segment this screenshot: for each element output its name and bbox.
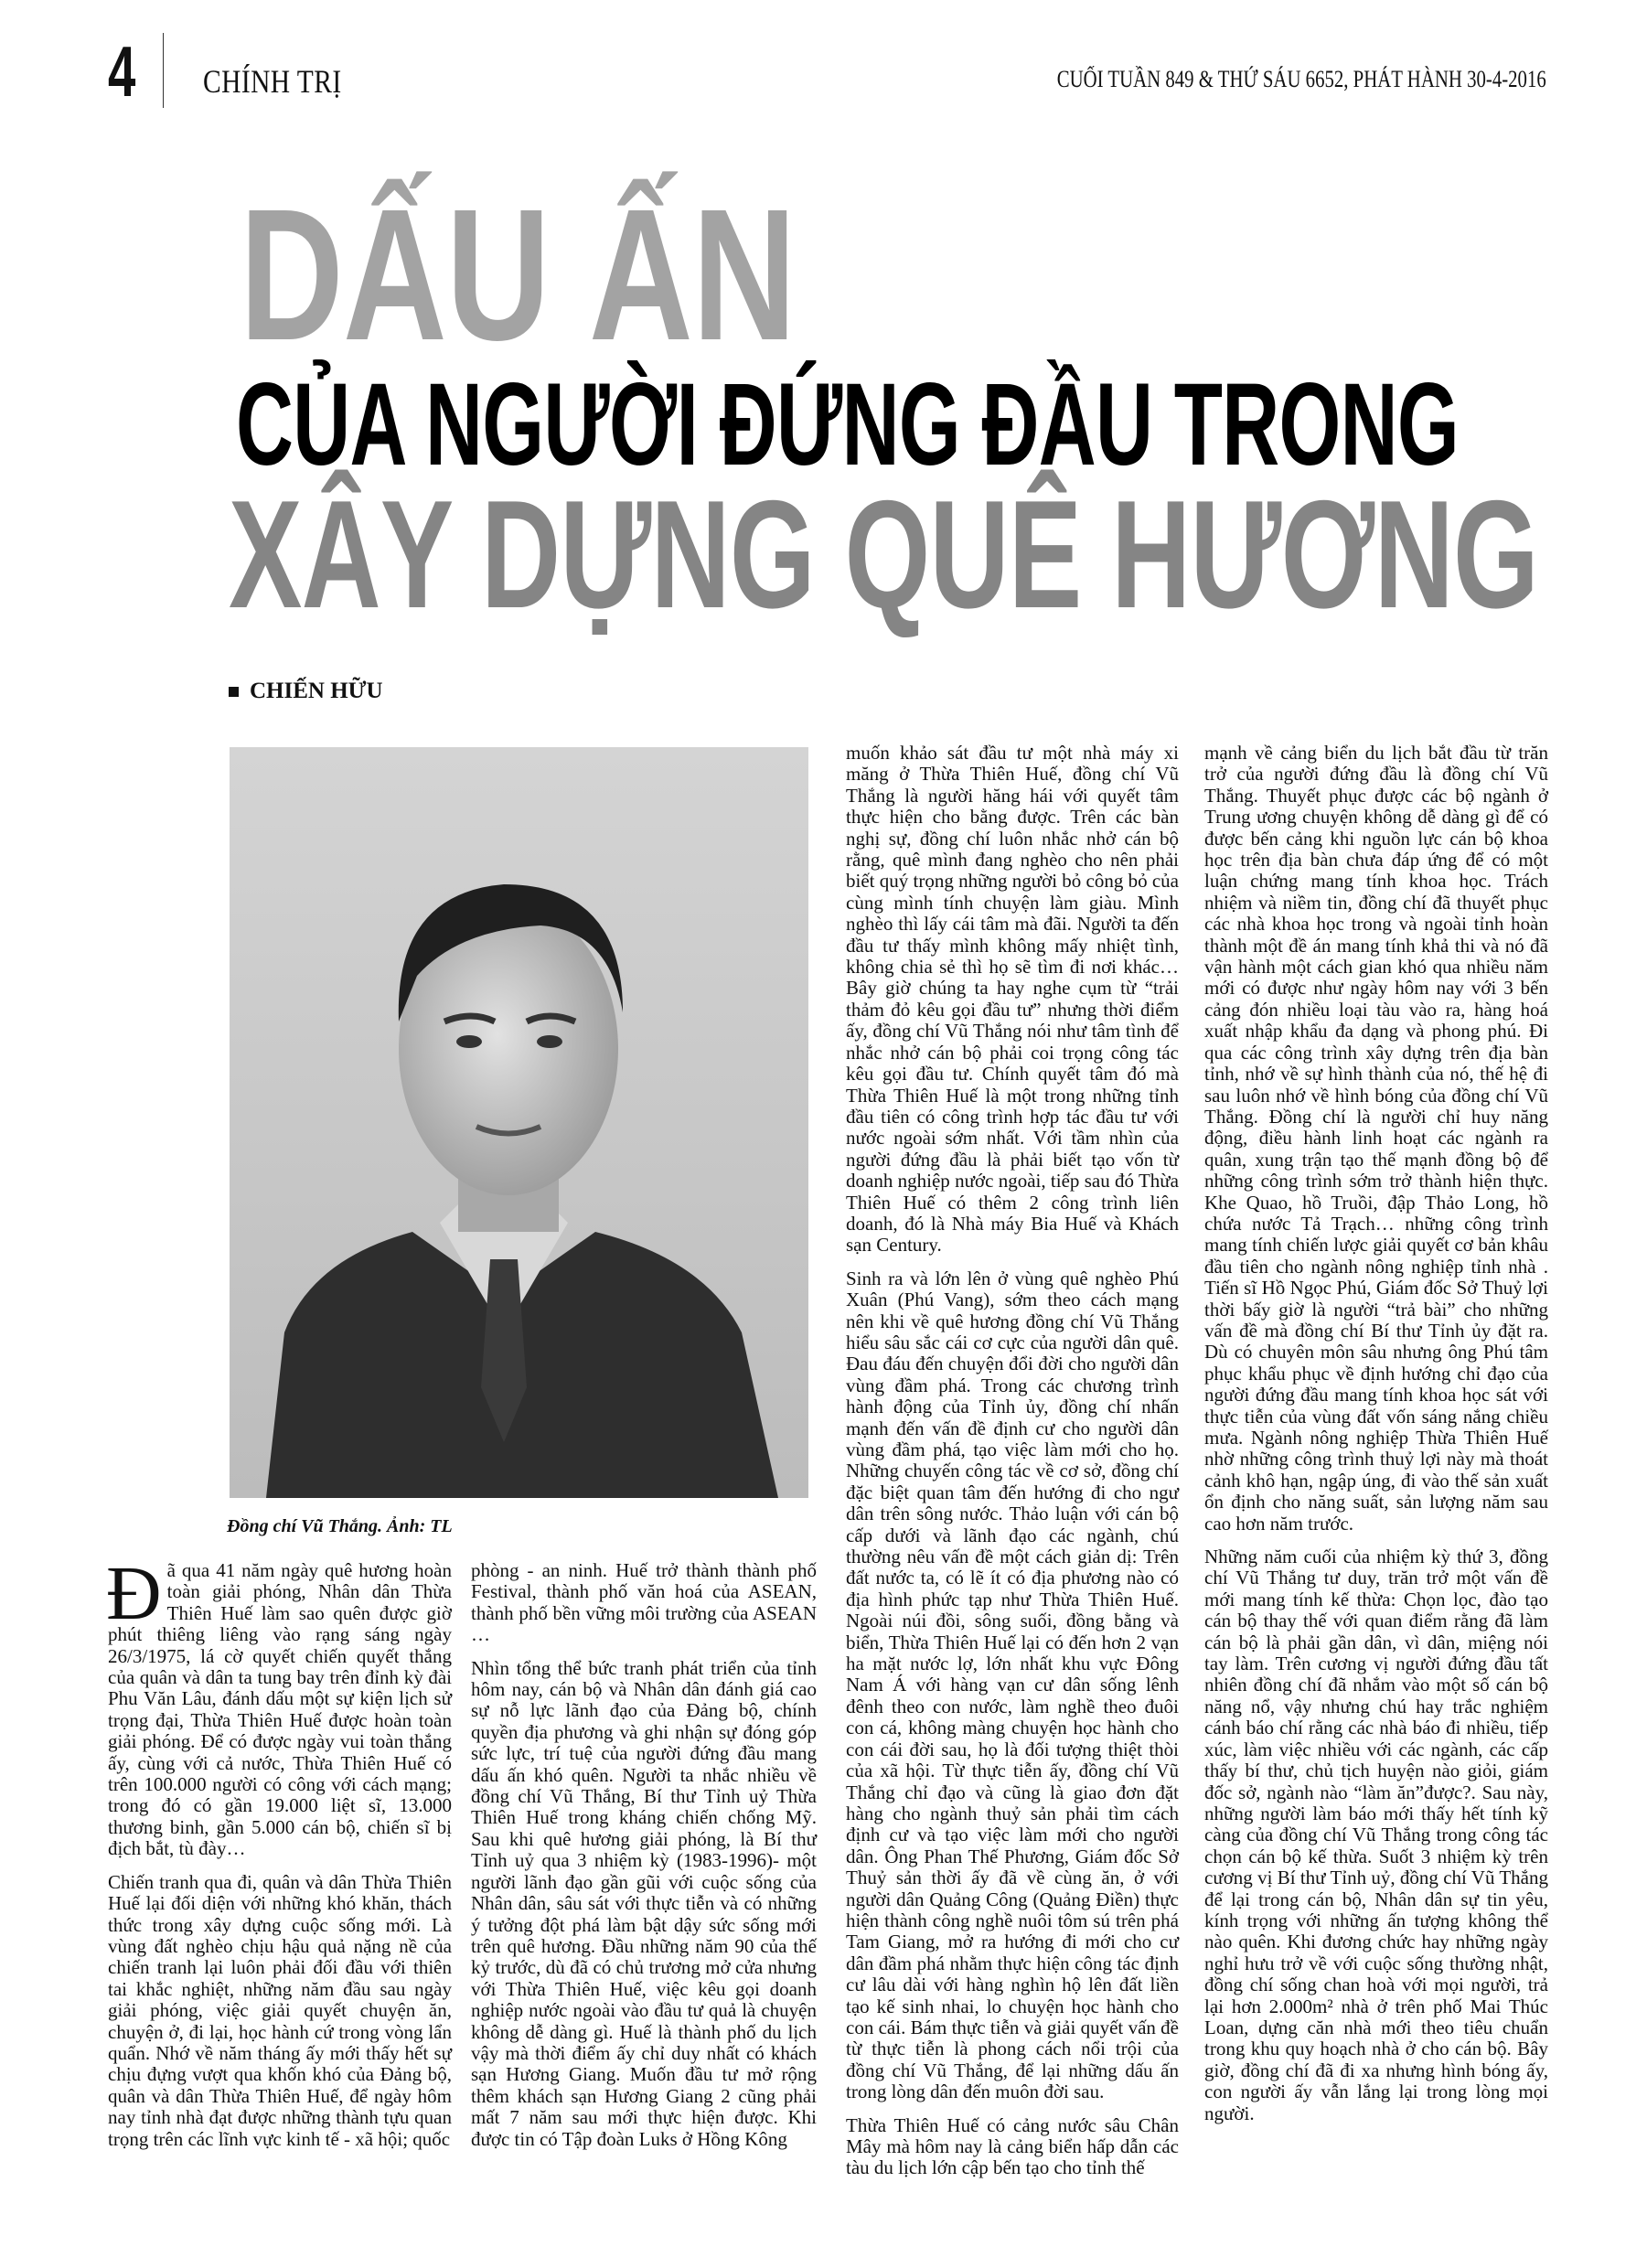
article-column-3: [846, 743, 1179, 2191]
article-paragraph: Chiến tranh qua đi, quân và dân Thừa Thiên Huế lại đối diện với những khó khăn, thách thức trong xây dựng cuộc sống mới. Là vùng đất nghèo chịu hậu quả nặng nề của chiến tranh lại luôn phải đối đầu với thiên tai khắc nghiệt, những năm đầu sau ngày giải phóng, việc giải quyết chuyện ăn, chuyện ở, đi lại, học hành cứ trong vòng lẩn quẩn. Nhớ về năm tháng ấy mới thấy hết sự chịu đựng vượt qua khốn khó của Đảng bộ, quân và dân Thừa Thiên Huế, để ngày hôm nay tỉnh nhà đạt được những thành tựu quan trọng trên các lĩnh vực kinh tế - xã hội; quốc: [108, 1870, 452, 2150]
portrait-image: [230, 747, 808, 1498]
headline-line-2: CỦA NGƯỜI ĐỨNG ĐẦU TRONG: [236, 359, 1459, 490]
portrait-photo: [230, 747, 808, 1498]
article-paragraph: muốn khảo sát đầu tư một nhà máy xi măng ở Thừa Thiên Huế, đồng chí Vũ Thắng là người hăng hái với quyết tâm thực hiện cho bằng được. Trên các bàn nghị sự, đồng chí luôn nhắc nhở cán bộ rằng, quê mình đang nghèo cho nên phải biết quý trọng những người bỏ công bỏ của cùng mình tính chuyện làm giàu. Mình nghèo thì lấy cái tâm mà đãi. Người ta đến đầu tư thấy mình không mấy nhiệt tình, không chia sẻ thì họ sẽ tìm đi nơi khác… Bây giờ chúng ta hay nghe cụm từ “trải thảm đỏ kêu gọi đầu tư” nhưng thời điểm ấy, đồng chí Vũ Thắng nói như tâm tình để nhắc nhở cán bộ phải coi trọng công tác kêu gọi đầu tư. Chính quyết tâm đó mà Thừa Thiên Huế là một trong những tỉnh đầu tiên có công trình hợp tác đầu tư với nước ngoài sớm nhất. Với tầm nhìn của người đứng đầu là phải biết tạo vốn từ doanh nghiệp nước ngoài, tiếp sau đó Thừa Thiên Huế có thêm 2 công trình liên doanh, đó là Nhà máy Bia Huế và Khách sạn Century.: [846, 742, 1179, 1257]
article-paragraph: phòng - an ninh. Huế trở thành thành phố Festival, thành phố văn hoá của ASEAN, thành phố bền vững môi trường của ASEAN …: [471, 1559, 817, 1646]
section-title: CHÍNH TRỊ: [203, 63, 342, 100]
article-column-2: [471, 1560, 817, 2162]
article-column-4: [1204, 743, 1548, 2136]
article-paragraph: Sinh ra và lớn lên ở vùng quê nghèo Phú Xuân (Phú Vang), sớm theo cách mạng nên khi về quê hương đồng chí Vũ Thắng hiểu sâu sắc cái cơ cực của người dân quê. Đau đáu đến chuyện đổi đời cho người dân vùng đầm phá. Trong các chương trình hành động của Tỉnh ủy, đồng chí nhấn mạnh đến vấn đề định cư cho người dân vùng đầm phá, tạo việc làm mới cho họ. Những chuyến công tác về cơ sở, đồng chí đặc biệt quan tâm đến hướng đi cho ngư dân trên sông nước. Thảo luận với cán bộ cấp dưới và lãnh đạo các ngành, chú thường nêu vấn đề một cách giản dị: Trên đất nước ta, có lẽ ít có địa phương nào có địa hình phức tạp như Thừa Thiên Huế. Ngoài núi đồi, sông suối, đồng bằng và biển, Thừa Thiên Huế lại có đến hơn 2 vạn ha mặt nước lợ, lớn nhất khu vực Đông Nam Á với hàng vạn cư dân sống lênh đênh theo con nước, làm nghề theo đuôi con cá, không màng chuyện học hành cho con cái đời sau, họ là đối tượng thiệt thòi của xã hội. Từ thực tiễn ấy, đồng chí Vũ Thắng chỉ đạo và cũng là giao đơn đặt hàng cho ngành thuỷ sản phải tìm cách định cư và tạo việc làm mới cho người dân. Ông Phan Thế Phương, Giám đốc Sở Thuỷ sản thời ấy đã về cùng ăn, ở với người dân Quảng Công (Quảng Điền) thực hiện thành công nghề nuôi tôm sú trên phá Tam Giang, mở ra hướng đi mới cho cư dân đầm phá nhằm thực hiện công tác định cư lâu dài với hàng nghìn hộ lên đất liền tạo kế sinh nhai, lo chuyện học hành cho con cái. Bám thực tiễn và giải quyết vấn đề từ thực tiễn là phong cách nổi trội của đồng chí Vũ Thắng, để lại những dấu ấn trong lòng dân đến muôn đời sau.: [846, 1267, 1179, 2103]
headline-line-3: XÂY DỰNG QUÊ HƯƠNG: [229, 468, 1538, 640]
article-column-1: [106, 1551, 452, 2162]
article-paragraph: Thừa Thiên Huế có cảng nước sâu Chân Mây mà hôm nay là cảng biển hấp dẫn các tàu du lịch lớn cập bến tạo cho tỉnh thế: [846, 2113, 1179, 2179]
byline: [229, 679, 383, 704]
article-paragraph: Nhìn tổng thể bức tranh phát triển của tỉnh hôm nay, cán bộ và Nhân dân đánh giá cao sự nỗ lực lãnh đạo của Đảng bộ, chính quyền địa phương và ghi nhận sự đóng góp sức lực, trí tuệ của người đứng đầu mang dấu ấn khó quên. Người ta nhắc nhiều về đồng chí Vũ Thắng, Bí thư Tỉnh uỷ Thừa Thiên Huế trong kháng chiến chống Mỹ. Sau khi quê hương giải phóng, là Bí thư Tỉnh uỷ qua 3 nhiệm kỳ (1983-1996)- một người lãnh đạo gần gũi với cuộc sống của Nhân dân, sâu sát với thực tiễn và có những ý tưởng đột phá làm bật dậy sức sống mới trên quê hương. Đầu những năm 90 của thế kỷ trước, dù đã có chủ trương mở cửa nhưng với Thừa Thiên Huế, việc kêu gọi doanh nghiệp nước ngoài vào đầu tư quả là chuyện không dễ dàng gì. Huế là thành phố du lịch vậy mà thời điểm ấy chỉ duy nhất có khách sạn Hương Giang. Muốn đầu tư mở rộng thêm khách sạn Hương Giang 2 cũng phải mất 7 năm sau mới thực hiện được. Khi được tin có Tập đoàn Luks ở Hồng Kông: [471, 1656, 817, 2150]
page-number: 4: [108, 31, 136, 112]
issue-info: CUỐI TUẦN 849 & THỨ SÁU 6652, PHÁT HÀNH 30-4-2016: [1057, 66, 1546, 92]
headline-line-1: DẤU ẤN: [240, 170, 796, 380]
article-paragraph: Những năm cuối của nhiệm kỳ thứ 3, đồng chí Vũ Thắng tư duy, trăn trở một vấn đề mới mang tính kế thừa: Chọn lọc, đào tạo cán bộ thay thế với quan điểm rằng đã làm cán bộ là phải gần dân, vì dân, miệng nói tay làm. Trên cương vị người đứng đầu tất nhiên đồng chí đã nhắm vào một số cán bộ năng nổ, vậy nhưng chú hay trắc nghiệm cánh báo chí rằng các nhà báo đi nhiều, tiếp xúc, làm việc nhiều với các ngành, các cấp thấy bí thư, chủ tịch huyện nào giỏi, giám đốc sở, ngành nào “làm ăn”được?. Sau này, những người làm báo mới thấy hết tính kỹ càng của đồng chí Vũ Thắng trong công tác chọn cán bộ kế thừa. Suốt 3 nhiệm kỳ trên cương vị Bí thư Tỉnh uỷ, đồng chí Vũ Thắng để lại trong cán bộ, Nhân dân sự tin yêu, kính trọng với những ấn tượng không thể nào quên. Khi đương chức hay những ngày nghỉ hưu trở về với cuộc sống thường nhật, đồng chí sống chan hoà với mọi người, trả lại hơn 2.000m² nhà ở trên phố Mai Thúc Loan, dựng căn nhà mới theo tiêu chuẩn trong khu quy hoạch nhà ở cho cán bộ. Bây giờ, đồng chí đã đi xa nhưng hình bóng ấy, con người ấy vẫn lắng lại trong lòng mọi người.: [1204, 1546, 1548, 2124]
drop-cap: Đ: [106, 1551, 162, 1636]
paragraph-text: ã qua 41 năm ngày quê hương hoàn toàn giải phóng, Nhân dân Thừa Thiên Huế làm sao quên được giờ phút thiêng liêng vào rạng sáng ngày 26/3/1975, lá cờ quyết chiến quyết thắng của quân và dân ta tung bay trên đỉnh kỳ đài Phu Văn Lâu, đánh dấu một sự kiện lịch sử trọng đại, Thừa Thiên Huế được hoàn toàn giải phóng. Để có được ngày vui toàn thắng ấy, cùng với cả nước, Thừa Thiên Huế có trên 100.000 người có công với cách mạng; trong đó có gần 19.000 liệt sĩ, 13.000 thương binh, gần 5.000 cán bộ, chiến sĩ bị địch bắt, tù đày…: [108, 1559, 452, 1860]
author-name: CHIẾN HỮU: [250, 679, 383, 703]
bullet-square-icon: [229, 687, 239, 697]
photo-caption: Đồng chí Vũ Thắng. Ảnh: TL: [227, 1516, 453, 1536]
header-divider: [163, 33, 164, 108]
article-paragraph: [106, 1551, 452, 1860]
article-paragraph: mạnh về cảng biển du lịch bắt đầu từ trăn trở của người đứng đầu là đồng chí Vũ Thắng. Thuyết phục được các bộ ngành ở Trung ương chuyện không dễ dàng gì để có được bến cảng khi nguồn lực cán bộ khoa học trên địa bàn chưa đáp ứng để có một luận chứng mang tính khoa học. Trách nhiệm và niềm tin, đồng chí đã thuyết phục các nhà khoa học trong và ngoài tỉnh hoàn thành một đề án mang tính khả thi và nó đã vận hành một cách gian khó qua nhiều năm mới có được như ngày hôm nay với 3 bến cảng đón nhiều loại tàu vào ra, hàng hoá xuất nhập khẩu đa dạng và phong phú. Đi qua các công trình xây dựng trên địa bàn tỉnh, nhớ về sự hình thành của nó, thế hệ đi sau luôn nhớ về hình bóng của đồng chí Vũ Thắng. Đồng chí là người chỉ huy năng động, điều hành linh hoạt các ngành ra quân, xung trận tạo thế mạnh đồng bộ để những công trình sớm trở thành hiện thực. Khe Quao, hồ Truồi, đập Thảo Long, hồ chứa nước Tả Trạch… những công trình mang tính chiến lược giải quyết cơ bản khâu đầu tiên cho ngành nông nghiệp tỉnh nhà . Tiến sĩ Hồ Ngọc Phú, Giám đốc Sở Thuỷ lợi thời bấy giờ là người “trả bài” cho những vấn đề mà đồng chí Bí thư Tỉnh ủy đặt ra. Dù có chuyên môn sâu nhưng ông Phú tâm phục khẩu phục về định hướng chỉ đạo của người đứng đầu mang tính khoa học sát với thực tiễn của vùng đất vốn sáng nắng chiều mưa. Ngành nông nghiệp Thừa Thiên Huế nhờ những công trình thuỷ lợi này mà thoát cảnh khô hạn, ngập úng, đi vào thế sản xuất ổn định cho năng suất, sản lượng năm sau cao hơn năm trước.: [1204, 742, 1548, 1535]
